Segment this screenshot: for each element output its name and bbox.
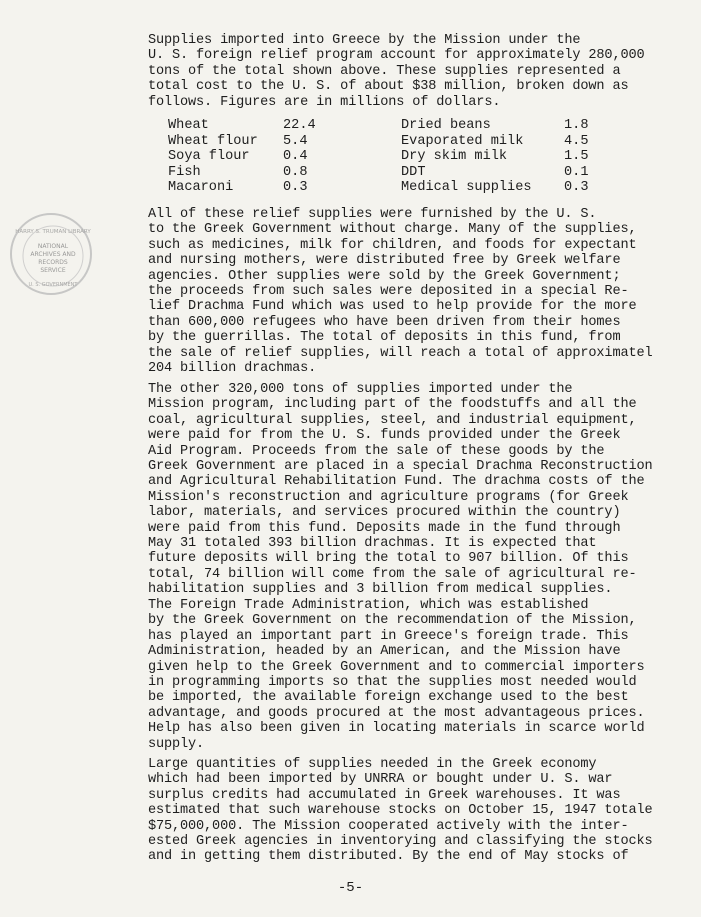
paragraph-foreign-trade — [103, 598, 663, 752]
text-line: were paid for from the U. S. funds provided under the Greek — [148, 428, 621, 444]
text-line: and in getting them distributed. By the end of May stocks of — [148, 849, 629, 865]
text-line: than 600,000 refugees who have been driven from their homes — [148, 314, 621, 330]
text-line: Supplies imported into Greece by the Mission under the — [148, 33, 581, 48]
paragraph-free-distribution — [103, 207, 663, 376]
item-value: 0.4 — [283, 149, 308, 165]
text-line: lief Drachma Fund which was used to help provide for the more — [148, 299, 637, 315]
page-number: -5- — [337, 880, 364, 896]
text-line: U. S. foreign relief program account for approximately 280,000 — [148, 48, 645, 64]
text-line: Mission program, including part of the foodstuffs and all the — [148, 397, 637, 413]
text-line: has played an important part in Greece's foreign trade. This — [148, 628, 629, 644]
table-row — [168, 149, 588, 165]
item-value: 0.3 — [564, 180, 589, 196]
text-line: to the Greek Government without charge. Many of the supplies, — [148, 222, 637, 238]
text-line: advantage, and goods procured at the most advantageous prices. — [148, 705, 645, 721]
text-line: Greek Government are placed in a special Drachma Reconstruction — [148, 459, 653, 475]
text-line: Administration, headed by an American, and the Mission have — [148, 644, 621, 660]
item-value: 1.8 — [564, 118, 589, 133]
item-value: 1.5 — [564, 149, 589, 165]
item-name: Dried beans — [401, 118, 491, 133]
text-line: the sale of relief supplies, will reach a total of approximatel — [148, 345, 653, 361]
text-line: in programming imports so that the supplies most needed would — [148, 675, 637, 691]
text-line: follows. Figures are in millions of dollars. — [148, 94, 501, 110]
table-row — [168, 165, 588, 181]
text-line: given help to the Greek Government and to commercial importers — [148, 659, 645, 675]
text-line: be imported, the available foreign exchange used to the best — [148, 690, 629, 706]
stamp-text-3: RECORDS — [38, 259, 68, 266]
text-line: the proceeds from such sales were deposited in a special Re- — [148, 284, 629, 300]
text-line: Aid Program. Proceeds from the sale of these goods by the — [148, 443, 605, 459]
paragraph-relief-supplies — [103, 33, 663, 110]
text-line: and nursing mothers, were distributed free by Greek welfare — [148, 253, 621, 269]
text-line: habilitation supplies and 3 billion from medical supplies. — [148, 582, 613, 598]
table-row — [168, 134, 588, 150]
item-name: Soya flour — [168, 149, 250, 165]
stamp-text-bottom: U. S. GOVERNMENT — [28, 282, 78, 288]
library-stamp-seal — [10, 213, 92, 295]
text-line: coal, agricultural supplies, steel, and industrial equipment, — [148, 412, 637, 428]
text-line: by the guerrillas. The total of deposits in this fund, from — [148, 330, 621, 346]
paragraph-warehouse-stocks — [103, 757, 663, 865]
item-value: 5.4 — [283, 133, 308, 149]
stamp-text-2: ARCHIVES AND — [30, 251, 76, 258]
text-line: tons of the total shown above. These supplies represented a — [148, 63, 621, 79]
text-line: All of these relief supplies were furnished by the U. S. — [148, 207, 597, 222]
text-line: by the Greek Government on the recommendation of the Mission, — [148, 613, 637, 629]
text-line: such as medicines, milk for children, and foods for expectant — [148, 237, 637, 253]
text-line: Mission's reconstruction and agriculture programs (for Greek — [148, 489, 629, 505]
text-line: supply. — [148, 736, 205, 752]
text-line: surplus credits had accumulated in Greek warehouses. It was — [148, 787, 621, 803]
text-line: The Foreign Trade Administration, which was established — [148, 598, 589, 613]
item-name: Wheat flour — [168, 133, 258, 149]
relief-items-table — [168, 118, 588, 196]
text-line: Help has also been given in locating materials in scarce world — [148, 721, 645, 737]
text-line: 204 billion drachmas. — [148, 361, 317, 377]
item-name: Fish — [168, 164, 201, 180]
stamp-text-1: NATIONAL — [37, 243, 69, 250]
table-row — [168, 118, 588, 134]
text-line: and Agricultural Rehabilitation Fund. The drachma costs of the — [148, 474, 645, 490]
item-name: DDT — [401, 164, 426, 180]
item-value: 0.8 — [283, 164, 308, 180]
text-line: labor, materials, and services procured within the country) — [148, 505, 621, 521]
item-value: 22.4 — [283, 118, 316, 133]
stamp-text-top: HARRY S. TRUMAN LIBRARY — [15, 229, 91, 235]
text-line: The other 320,000 tons of supplies imported under the — [148, 382, 573, 397]
item-name: Medical supplies — [401, 180, 532, 196]
paragraph-mission-program — [103, 382, 663, 598]
text-line: total, 74 billion will come from the sale of agricultural re- — [148, 566, 637, 582]
item-name: Evaporated milk — [401, 133, 524, 149]
text-line: total cost to the U. S. of about $38 million, broken down as — [148, 79, 629, 95]
stamp-graphic — [12, 215, 94, 297]
stamp-text-4: SERVICE — [40, 267, 66, 274]
text-line: which had been imported by UNRRA or bought under U. S. war — [148, 772, 613, 788]
item-name: Macaroni — [168, 180, 234, 196]
text-line: ested Greek agencies in inventorying and classifying the stocks — [148, 834, 653, 850]
item-name: Dry skim milk — [401, 149, 508, 165]
table-row — [168, 180, 588, 196]
text-line: agencies. Other supplies were sold by the Greek Government; — [148, 268, 621, 284]
text-line: $75,000,000. The Mission cooperated actively with the inter- — [148, 818, 629, 834]
text-line: May 31 totaled 393 billion drachmas. It is expected that — [148, 536, 597, 552]
text-line: Large quantities of supplies needed in the Greek economy — [148, 757, 597, 772]
item-value: 0.3 — [283, 180, 308, 196]
item-name: Wheat — [168, 118, 209, 133]
text-line: future deposits will bring the total to 907 billion. Of this — [148, 551, 629, 567]
text-line: were paid from this fund. Deposits made in the fund through — [148, 520, 621, 536]
item-value: 0.1 — [564, 164, 589, 180]
text-line: estimated that such warehouse stocks on October 15, 1947 totale — [148, 803, 653, 819]
item-value: 4.5 — [564, 133, 589, 149]
